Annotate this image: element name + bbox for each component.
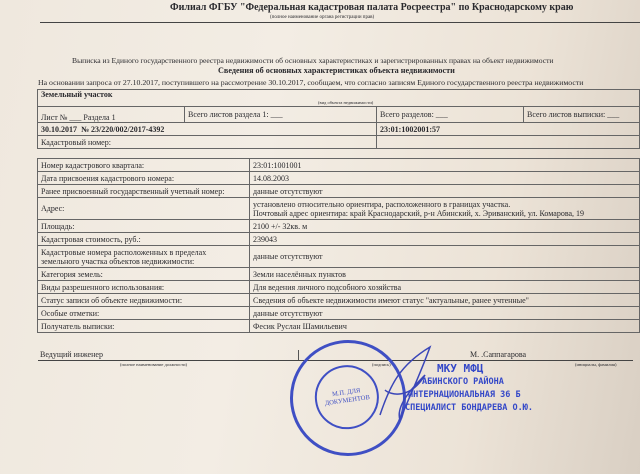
- table-row: [38, 233, 640, 246]
- row-value: данные отсутствуют: [250, 307, 640, 320]
- signature-caption: (подпись): [372, 362, 391, 367]
- row-value: установлено относительно ориентира, расположенного в границах участка. Почтовый адрес ориентира: край Краснодарский, р-н Абинский, х. Эриванский, ул. Комарова, 19: [250, 198, 640, 220]
- table-row: [38, 198, 640, 220]
- row-label: Кадастровая стоимость, руб.:: [38, 233, 250, 246]
- divider: [298, 350, 299, 360]
- table-row: [38, 185, 640, 198]
- cadastral-number-label: Кадастровый номер:: [38, 136, 377, 149]
- extract-date: 30.10.2017: [41, 124, 77, 134]
- table-row: [38, 320, 640, 333]
- row-label: Ранее присвоенный государственный учетный номер:: [38, 185, 250, 198]
- object-header-table: [37, 89, 640, 149]
- row-label: Категория земель:: [38, 268, 250, 281]
- sheet-number: Лист № ___ Раздела 1: [38, 107, 185, 123]
- stamp-line-2: АБИНСКОГО РАЙОНА: [422, 377, 504, 387]
- signer-name: М. .Саппагарова: [470, 350, 527, 359]
- row-value: данные отсутствуют: [250, 246, 640, 268]
- extract-title: Выписка из Единого государственного реестра недвижимости об основных характеристиках и зарегистрированных правах на объект недвижимости: [72, 56, 554, 65]
- row-label: Особые отметки:: [38, 307, 250, 320]
- section-heading: Сведения об основных характеристиках объекта недвижимости: [218, 66, 455, 75]
- name-caption: (инициалы, фамилия): [575, 362, 617, 367]
- table-row: [38, 281, 640, 294]
- stamp-center-text: М.П. ДЛЯ ДОКУМЕНТОВ: [324, 387, 371, 408]
- row-value: Фесик Руслан Шамильевич: [250, 320, 640, 333]
- row-value: данные отсутствуют: [250, 185, 640, 198]
- table-row: [38, 307, 640, 320]
- characteristics-table: [37, 158, 640, 333]
- table-row: [38, 220, 640, 233]
- total-sheets: Всего листов выписки: ___: [524, 107, 640, 123]
- position-caption: (полное наименование должности): [120, 362, 187, 367]
- row-value: 2100 +/- 32кв. м: [250, 220, 640, 233]
- extract-date-number: [38, 123, 377, 136]
- row-value: Земли населённых пунктов: [250, 268, 640, 281]
- row-label: Виды разрешенного использования:: [38, 281, 250, 294]
- row-label: Кадастровые номера расположенных в пределах земельного участка объектов недвижимости:: [38, 246, 250, 268]
- table-row: [38, 268, 640, 281]
- row-value: 14.08.2003: [250, 172, 640, 185]
- stamp-line-3: ИНТЕРНАЦИОНАЛЬНАЯ 36 Б: [408, 390, 521, 400]
- extract-number: № 23/220/002/2017-4392: [81, 124, 165, 134]
- row-value: Для ведения личного подсобного хозяйства: [250, 281, 640, 294]
- row-label: Площадь:: [38, 220, 250, 233]
- row-label: Дата присвоения кадастрового номера:: [38, 172, 250, 185]
- stamp-line-1: МКУ МФЦ: [437, 362, 484, 375]
- row-label: Статус записи об объекте недвижимости:: [38, 294, 250, 307]
- table-row: [38, 294, 640, 307]
- table-row: [38, 159, 640, 172]
- total-sections: Всего разделов: ___: [377, 107, 524, 123]
- org-caption: (полное наименование органа регистрации прав): [270, 15, 375, 20]
- row-label: Получатель выписки:: [38, 320, 250, 333]
- object-type: Земельный участок: [41, 90, 113, 99]
- row-label: Адрес:: [38, 198, 250, 220]
- section-sheets: Всего листов раздела 1: ___: [185, 107, 377, 123]
- object-type-caption: (вид объекта недвижимости): [318, 100, 374, 105]
- row-value: Сведения об объекте недвижимости имеют статус "актуальные, ранее учтенные": [250, 294, 640, 307]
- row-value: 239043: [250, 233, 640, 246]
- org-name: Филиал ФГБУ "Федеральная кадастровая палата Росреестра" по Краснодарскому краю: [170, 2, 574, 13]
- stamp-line-4: СПЕЦИАЛИСТ БОНДАРЕВА О.Ю.: [405, 403, 533, 413]
- request-basis: На основании запроса от 27.10.2017, поступившего на рассмотрение 30.10.2017, сообщаем, что согласно записям Единого государственного реестра недвижимости: [38, 78, 584, 87]
- table-row: [38, 172, 640, 185]
- cadastral-number: 23:01:1002001:57: [377, 123, 640, 136]
- divider: [40, 22, 640, 23]
- row-label: Номер кадастрового квартала:: [38, 159, 250, 172]
- signer-position: Ведущий инженер: [40, 350, 103, 359]
- table-row: [38, 246, 640, 268]
- row-value: 23:01:1001001: [250, 159, 640, 172]
